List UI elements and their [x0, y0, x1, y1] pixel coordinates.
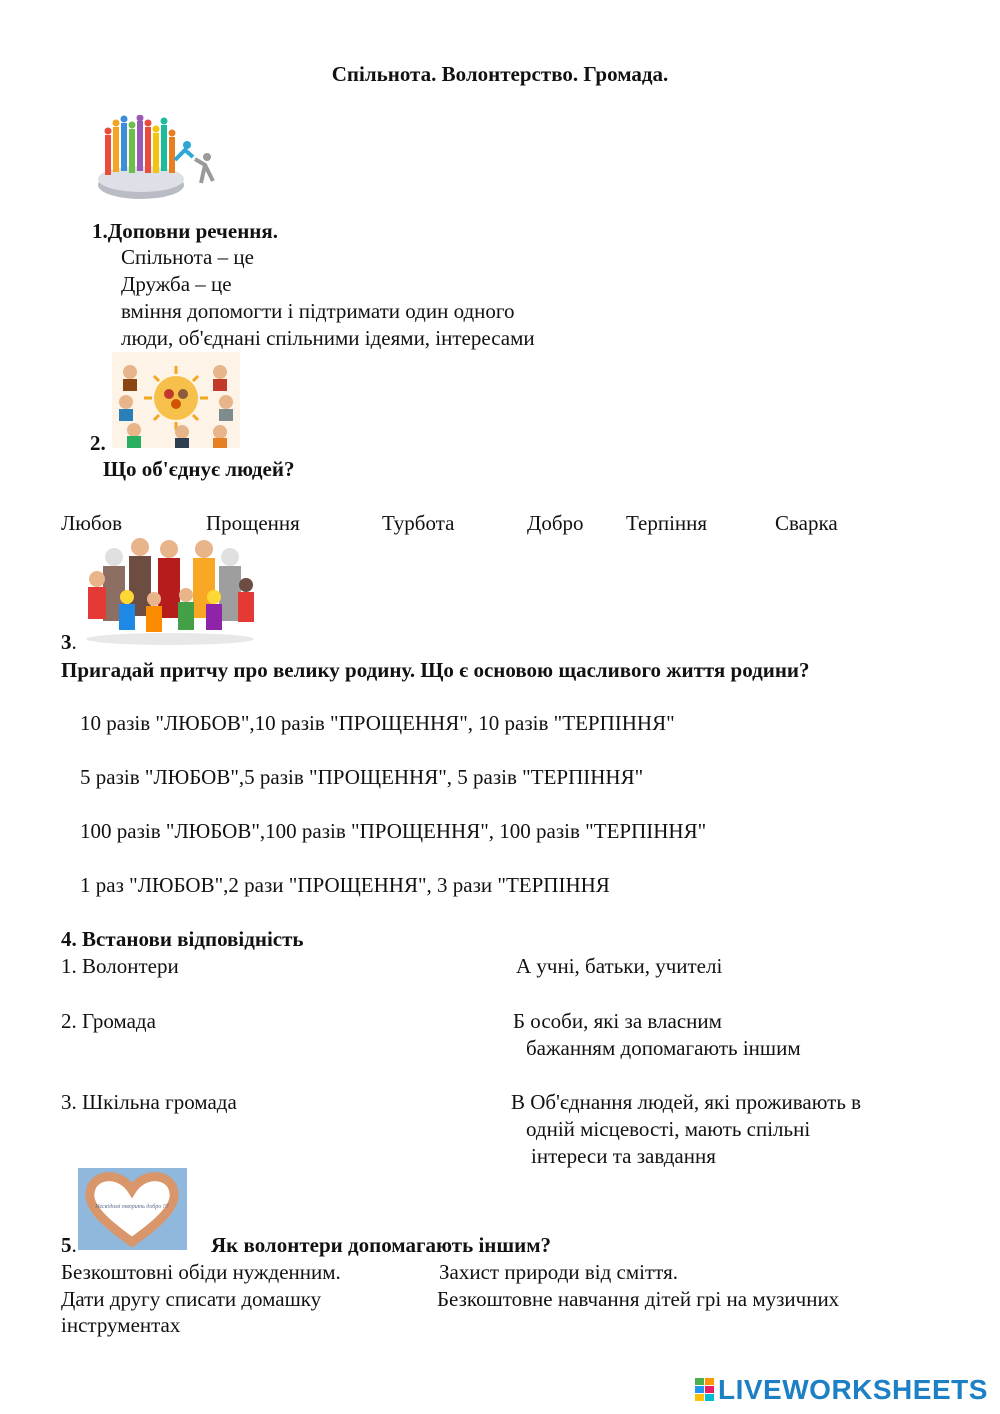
page-title: Спільнота. Волонтерство. Громада.	[331, 62, 669, 86]
q4-right-c-line2[interactable]: одній місцевості, мають спільні	[526, 1117, 811, 1141]
q5-item-3[interactable]: Дати другу списати домашку	[61, 1287, 322, 1311]
q2-number: 2.	[90, 431, 106, 455]
q4-right-c-line1[interactable]: В Об'єднання людей, які проживають в	[511, 1090, 862, 1114]
logo-blocks-icon	[694, 1377, 716, 1403]
q5-item-1[interactable]: Безкоштовні обіди нужденним.	[61, 1260, 341, 1284]
q2-word-quarrel[interactable]: Сварка	[775, 511, 838, 535]
q5-item-2[interactable]: Захист природи від сміття.	[439, 1260, 678, 1284]
q2-heading: Що об'єднує людей?	[103, 457, 295, 481]
q2-word-forgiveness[interactable]: Прощення	[206, 511, 300, 535]
q4-left-3[interactable]: 3. Шкільна громада	[61, 1090, 237, 1114]
q5-heading: Як волонтери допомагають іншим?	[211, 1233, 552, 1257]
q4-right-b-line1[interactable]: Б особи, які за власним	[513, 1009, 722, 1033]
q1-line-1: Спільнота – це	[121, 245, 254, 269]
q3-option-4[interactable]: 1 раз "ЛЮБОВ",2 рази "ПРОЩЕННЯ", 3 рази "ТЕРПІННЯ	[80, 873, 610, 897]
q4-right-a[interactable]: А учні, батьки, учителі	[516, 954, 723, 978]
q1-line-3[interactable]: вміння допомогти і підтримати один одного	[121, 299, 515, 323]
q4-heading: 4. Встанови відповідність	[61, 927, 304, 951]
q5-item-4[interactable]: Безкоштовне навчання дітей грі на музичних	[437, 1287, 840, 1311]
q5-number: 5.	[61, 1233, 77, 1257]
q2-word-care[interactable]: Турбота	[382, 511, 455, 535]
community-image	[95, 115, 220, 205]
heart-caption: Несвідомі творить добро !!!	[95, 1204, 169, 1210]
q3-number: 3.	[61, 630, 77, 654]
q3-heading: Пригадай притчу про велику родину. Що є основою щасливого життя родини?	[61, 658, 810, 682]
q5-item-4-continued[interactable]: інструментах	[61, 1313, 181, 1337]
q2-word-goodness[interactable]: Добро	[527, 511, 584, 535]
people-sun-image	[112, 352, 240, 448]
liveworksheets-logo[interactable]	[694, 1374, 994, 1406]
q4-left-1[interactable]: 1. Волонтери	[61, 954, 179, 978]
q1-line-4[interactable]: люди, об'єднані спільними ідеями, інтересами	[121, 326, 535, 350]
q2-word-love[interactable]: Любов	[61, 511, 123, 535]
q1-heading: 1.Доповни речення.	[92, 219, 279, 243]
q1-line-2: Дружба – це	[121, 272, 232, 296]
q3-option-1[interactable]: 10 разів "ЛЮБОВ",10 разів "ПРОЩЕННЯ", 10 разів "ТЕРПІННЯ"	[80, 711, 675, 735]
hands-heart-image	[78, 1168, 187, 1250]
q3-option-3[interactable]: 100 разів "ЛЮБОВ",100 разів "ПРОЩЕННЯ", 100 разів "ТЕРПІННЯ"	[80, 819, 707, 843]
q4-left-2[interactable]: 2. Громада	[61, 1009, 156, 1033]
logo-text: LIVEWORKSHEETS	[718, 1374, 988, 1405]
q3-option-2[interactable]: 5 разів "ЛЮБОВ",5 разів "ПРОЩЕННЯ", 5 разів "ТЕРПІННЯ"	[80, 765, 644, 789]
family-image	[82, 535, 257, 647]
q2-word-patience[interactable]: Терпіння	[626, 511, 708, 535]
q4-right-c-line3[interactable]: інтереси та завдання	[531, 1144, 716, 1168]
q4-right-b-line2[interactable]: бажанням допомагають іншим	[526, 1036, 801, 1060]
